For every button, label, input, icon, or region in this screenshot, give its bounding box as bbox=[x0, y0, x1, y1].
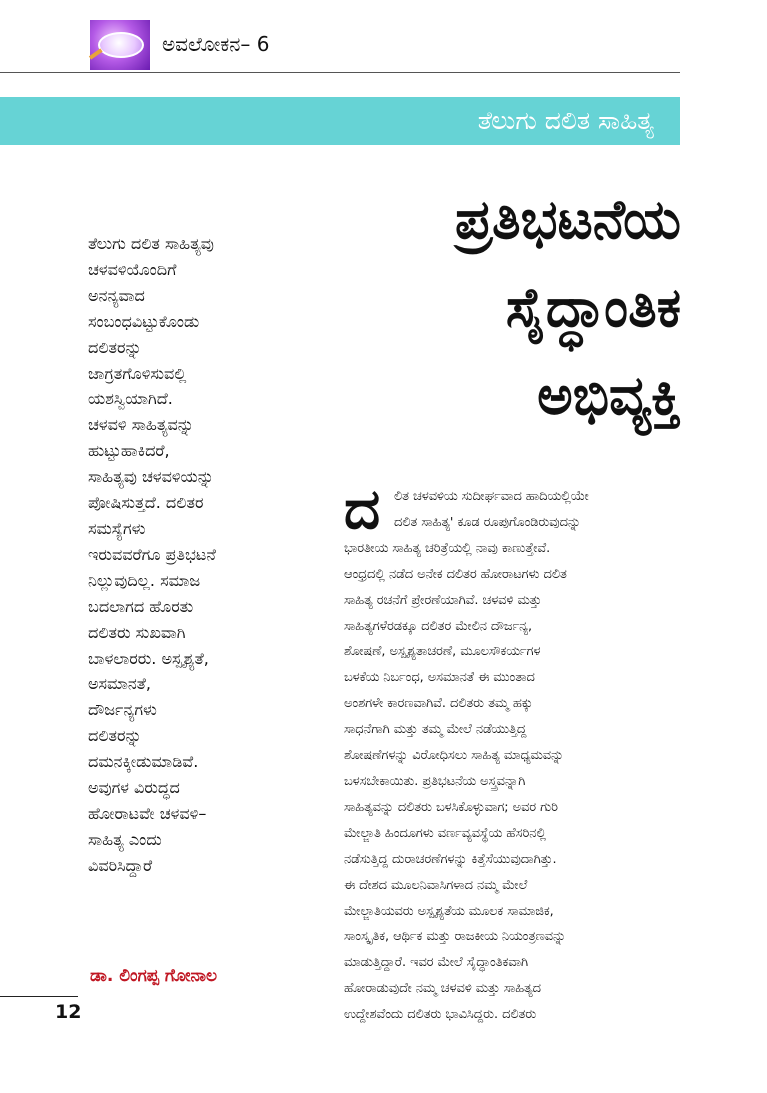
page-number: 12 bbox=[55, 1001, 82, 1023]
headline-line: ಸೈದ್ಧಾಂತಿಕ bbox=[505, 275, 681, 339]
article-line: ಆಂಧ್ರದಲ್ಲಿ ನಡೆದ ಅನೇಕ ದಲಿತರ ಹೋರಾಟಗಳು ದಲಿತ bbox=[344, 566, 567, 582]
intro-line: ಬದಲಾಗದ ಹೊರತು bbox=[88, 596, 194, 616]
lens-icon bbox=[98, 32, 144, 58]
article-line: ಈ ದೇಶದ ಮೂಲನಿವಾಸಿಗಳಾದ ನಮ್ಮ ಮೇಲೆ bbox=[344, 877, 528, 893]
article-line: ನಡೆಸುತ್ತಿದ್ದ ದುರಾಚರಣೆಗಳನ್ನು ಕಿತ್ತೆಸೆಯುವುದಾಗಿತ್ತು. bbox=[344, 851, 557, 867]
intro-line: ಯಶಸ್ವಿಯಾಗಿದೆ. bbox=[88, 389, 173, 409]
intro-line: ಬಾಳಲಾರರು. ಅಸ್ಪೃಶ್ಯತೆ, bbox=[88, 648, 209, 668]
article-line: ಭಾರತೀಯ ಸಾಹಿತ್ಯ ಚರಿತ್ರೆಯಲ್ಲಿ ನಾವು ಕಾಣುತ್ತೇವೆ. bbox=[344, 540, 551, 556]
article-line: ಉದ್ದೇಶವೆಂದು ದಲಿತರು ಭಾವಿಸಿದ್ದರು. ದಲಿತರು bbox=[344, 1007, 537, 1023]
handle-icon bbox=[89, 48, 103, 59]
article-headline bbox=[351, 175, 681, 439]
article-line: ಮೇಲ್ಜಾತಿಯವರು ಅಸ್ಪೃಶ್ಯತೆಯ ಮೂಲಕ ಸಾಮಾಜಿಕ, bbox=[344, 903, 554, 919]
intro-line: ಸಮಸ್ಯೆಗಳು bbox=[88, 518, 146, 538]
article-body bbox=[344, 484, 680, 1028]
intro-line: ಸಂಬಂಧವಿಟ್ಟುಕೊಂಡು bbox=[88, 311, 200, 331]
intro-line: ಸಾಹಿತ್ಯ ಎಂದು bbox=[88, 829, 162, 849]
intro-line: ಚಳವಳಿ ಸಾಹಿತ್ಯವನ್ನು bbox=[88, 415, 194, 435]
intro-line: ತೆಲುಗು ದಲಿತ ಸಾಹಿತ್ಯವು bbox=[88, 234, 214, 253]
intro-line: ಇರುವವರೆಗೂ ಪ್ರತಿಭಟನೆ bbox=[88, 544, 216, 564]
article-line: ಸಾಧನೆಗಾಗಿ ಮತ್ತು ತಮ್ಮ ಮೇಲೆ ನಡೆಯುತ್ತಿದ್ದ bbox=[344, 722, 527, 738]
article-line: ಸಾಹಿತ್ಯವನ್ನು ದಲಿತರು ಬಳಸಿಕೊಳ್ಳುವಾಗ; ಅವರ ಗುರಿ bbox=[344, 799, 558, 815]
intro-line: ಜಾಗ್ರತಗೊಳಿಸುವಲ್ಲಿ bbox=[88, 363, 187, 383]
headline-line: ಅಭಿವ್ಯಕ್ತಿ bbox=[537, 363, 681, 427]
intro-line: ದೌರ್ಜನ್ಯಗಳು bbox=[88, 700, 157, 720]
article-line: ದಲಿತ ಸಾಹಿತ್ಯ' ಕೂಡ ರೂಪುಗೊಂಡಿರುವುದನ್ನು bbox=[394, 514, 581, 530]
intro-line: ಅನನ್ಯವಾದ bbox=[88, 285, 145, 305]
intro-line: ವಿವರಿಸಿದ್ದಾರೆ bbox=[88, 855, 153, 875]
intro-line: ಚಳವಳಿಯೊಂದಿಗೆ bbox=[88, 259, 177, 279]
article-line: ಮಾಡುತ್ತಿದ್ದಾರೆ. ಇವರ ಮೇಲೆ ಸೈದ್ಧಾಂತಿಕವಾಗಿ bbox=[344, 955, 528, 971]
article-line: ಸಾಂಸ್ಕೃತಿಕ, ಆರ್ಥಿಕ ಮತ್ತು ರಾಜಕೀಯ ನಿಯಂತ್ರಣವನ್ನು bbox=[344, 929, 566, 945]
article-line: ಲಿತ ಚಳವಳಿಯ ಸುದೀರ್ಘವಾದ ಹಾದಿಯಲ್ಲಿಯೇ bbox=[394, 489, 589, 504]
author-name: ಡಾ. ಲಿಂಗಪ್ಪ ಗೋನಾಲ bbox=[90, 966, 217, 986]
article-line: ಅಂಶಗಳೇ ಕಾರಣವಾಗಿವೆ. ದಲಿತರು ತಮ್ಮ ಹಕ್ಕು bbox=[344, 696, 533, 712]
intro-line: ದಲಿತರನ್ನು bbox=[88, 726, 142, 746]
article-line: ಹೋರಾಡುವುದೇ ನಮ್ಮ ಚಳವಳಿ ಮತ್ತು ಸಾಹಿತ್ಯದ bbox=[344, 981, 541, 997]
drop-cap: ದ bbox=[344, 476, 381, 542]
header-rule bbox=[0, 72, 680, 73]
article-line: ಸಾಹಿತ್ಯ ರಚನೆಗೆ ಪ್ರೇರಣೆಯಾಗಿವೆ. ಚಳವಳಿ ಮತ್ತು bbox=[344, 592, 542, 608]
article-line: ಸಾಹಿತ್ಯಗಳೆರಡಕ್ಕೂ ದಲಿತರ ಮೇಲಿನ ದೌರ್ಜನ್ಯ, bbox=[344, 618, 533, 634]
footer-rule bbox=[0, 996, 78, 997]
intro-line: ಅಸಮಾನತೆ, bbox=[88, 674, 152, 694]
headline-line: ಪ್ರತಿಭಟನೆಯ bbox=[454, 187, 681, 251]
intro-line: ದಮನಕ್ಕೀಡುಮಾಡಿವೆ. bbox=[88, 752, 199, 772]
intro-line: ಹುಟ್ಟುಹಾಕಿದರೆ, bbox=[88, 441, 170, 461]
intro-line: ಹೋರಾಟವೇ ಚಳವಳಿ– bbox=[88, 803, 207, 823]
intro-line: ದಲಿತರನ್ನು bbox=[88, 337, 142, 357]
intro-line: ದಲಿತರು ಸುಖವಾಗಿ bbox=[88, 622, 186, 642]
article-line: ಮೇಲ್ಜಾತಿ ಹಿಂದೂಗಳು ವರ್ಣವ್ಯವಸ್ಥೆಯ ಹೆಸರಿನಲ್ಲಿ bbox=[344, 825, 547, 841]
article-line: ಶೋಷಣೆಗಳನ್ನು ವಿರೋಧಿಸಲು ಸಾಹಿತ್ಯ ಮಾಧ್ಯಮವನ್ನು bbox=[344, 748, 564, 764]
article-line: ಬಳಕೆಯ ನಿರ್ಬಂಧ, ಅಸಮಾನತೆ ಈ ಮುಂತಾದ bbox=[344, 670, 535, 686]
magnifier-logo-icon bbox=[90, 20, 150, 70]
article-line: ಬಳಸಬೇಕಾಯಿತು. ಪ್ರತಿಭಟನೆಯ ಅಸ್ತ್ರವನ್ನಾಗಿ bbox=[344, 773, 526, 789]
article-line: ಶೋಷಣೆ, ಅಸ್ಪೃಶ್ಯತಾಚರಣೆ, ಮೂಲಸೌಕರ್ಯಗಳ bbox=[344, 644, 541, 660]
intro-column bbox=[88, 231, 300, 879]
intro-line: ಅವುಗಳ ವಿರುದ್ಧದ bbox=[88, 778, 180, 798]
series-title: ಅವಲೋಕನ– 6 bbox=[162, 32, 270, 56]
intro-line: ನಿಲ್ಲುವುದಿಲ್ಲ. ಸಮಾಜ bbox=[88, 570, 201, 590]
intro-line: ಸಾಹಿತ್ಯವು ಚಳವಳಿಯನ್ನು bbox=[88, 467, 214, 487]
intro-line: ಪೋಷಿಸುತ್ತದೆ. ದಲಿತರ bbox=[88, 493, 204, 513]
section-title: ತೆಲುಗು ದಲಿತ ಸಾಹಿತ್ಯ bbox=[477, 106, 654, 135]
section-band bbox=[0, 97, 680, 145]
